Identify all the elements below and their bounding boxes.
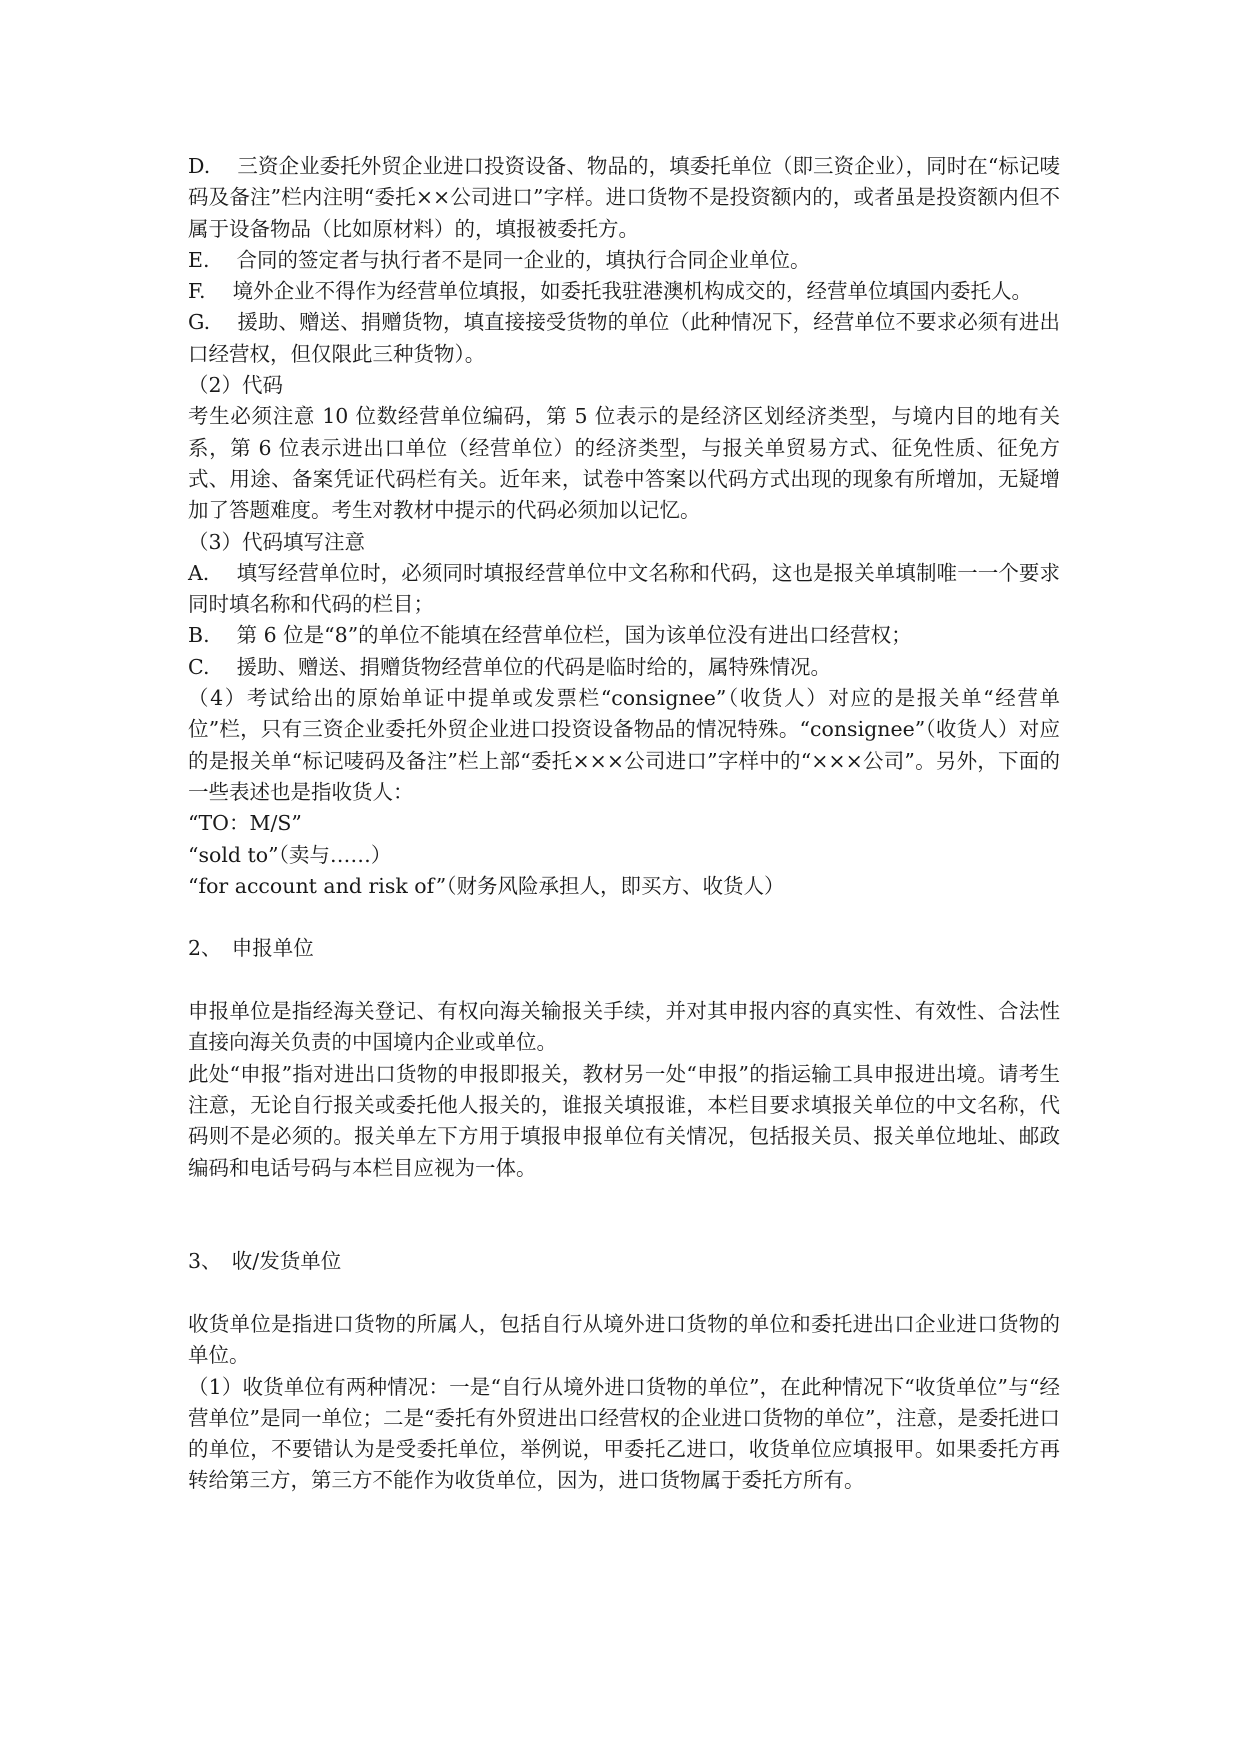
paragraph-code-explanation: 考生必须注意 10 位数经营单位编码，第 5 位表示的是经济区划经济类型，与境内目的地有关系，第 6 位表示进出口单位（经营单位）的经济类型，与报关单贸易方式、征免性质、征免方式、用途、备案凭证代码栏有关。近年来，试卷中答案以代码方式出现的现象有所增加，无疑增加了答题难度。考生对教材中提示的代码必须加以记忆。 (188, 404, 1060, 523)
paragraph-consignee-cases: （1）收货单位有两种情况：一是“自行从境外进口货物的单位”，在此种情况下“收货单位”与“经营单位”是同一单位；二是“委托有外贸进出口经营权的企业进口货物的单位”，注意，是委托进口的单位，不要错认为是受委托单位，举例说，甲委托乙进口，收货单位应填报甲。如果委托方再转给第三方，第三方不能作为收货单位，因为，进口货物属于委托方所有。 (188, 1374, 1060, 1493)
paragraph-consignee-definition: 收货单位是指进口货物的所属人，包括自行从境外进口货物的单位和委托进出口企业进口货物的单位。 (188, 1311, 1060, 1368)
paragraph-b: B. 第 6 位是“8”的单位不能填在经营单位栏，国为该单位没有进出口经营权； (188, 623, 912, 648)
paragraph-c: C. 援助、赠送、捐赠货物经营单位的代码是临时给的，属特殊情况。 (188, 654, 831, 679)
paragraph-consignee: （4）考试给出的原始单证中提单或发票栏“consignee”（收货人）对应的是报关单“经营单位”栏，只有三资企业委托外贸企业进口投资设备物品的情况特殊。“consignee”（收货人）对应的是报关单“标记唛码及备注”栏上部“委托×××公司进口”字样中的“×××公司”。另外，下面的一些表述也是指收货人： (188, 686, 1060, 804)
paragraph-a: A. 填写经营单位时，必须同时填报经营单位中文名称和代码，这也是报关单填制唯一一个要求同时填名称和代码的栏目； (188, 560, 1060, 617)
section-heading-declarant: 2、 申报单位 (188, 936, 314, 961)
paragraph-d: D. 三资企业委托外贸企业进口投资设备、物品的，填委托单位（即三资企业），同时在“标记唛码及备注”栏内注明“委托××公司进口”字样。进口货物不是投资额内的，或者虽是投资额内但不属于设备物品（比如原材料）的，填报被委托方。 (188, 154, 1060, 241)
spacer (188, 902, 1060, 933)
paragraph-f: F. 境外企业不得作为经营单位填报，如委托我驻港澳机构成交的，经营单位填国内委托人。 (188, 279, 1033, 304)
quote-to-ms: “TO：M/S” (188, 811, 302, 836)
subheading-code: （2）代码 (188, 373, 284, 398)
spacer (188, 1278, 1060, 1309)
section-heading-consignee-unit: 3、 收/发货单位 (188, 1249, 342, 1274)
spacer (188, 965, 1060, 996)
document-body (188, 151, 1060, 1497)
quote-for-account: “for account and risk of”（财务风险承担人，即买方、收货人） (188, 873, 785, 898)
subheading-code-notes: （3）代码填写注意 (188, 529, 366, 554)
quote-sold-to: “sold to”（卖与……） (188, 842, 392, 867)
paragraph-declarant-definition: 申报单位是指经海关登记、有权向海关输报关手续，并对其申报内容的真实性、有效性、合法性直接向海关负责的中国境内企业或单位。 (188, 999, 1060, 1055)
paragraph-g: G. 援助、赠送、捐赠货物，填直接接受货物的单位（此种情况下，经营单位不要求必须有进出口经营权，但仅限此三种货物）。 (188, 310, 1060, 366)
spacer (188, 1184, 1060, 1247)
paragraph-declarant-notes: 此处“申报”指对进出口货物的申报即报关，教材另一处“申报”的指运输工具申报进出境。请考生注意，无论自行报关或委托他人报关的，谁报关填报谁，本栏目要求填报关单位的中文名称，代码则不是必须的。报关单左下方用于填报申报单位有关情况，包括报关员、报关单位地址、邮政编码和电话号码与本栏目应视为一体。 (188, 1061, 1060, 1180)
paragraph-e: E. 合同的签定者与执行者不是同一企业的，填执行合同企业单位。 (188, 247, 811, 272)
